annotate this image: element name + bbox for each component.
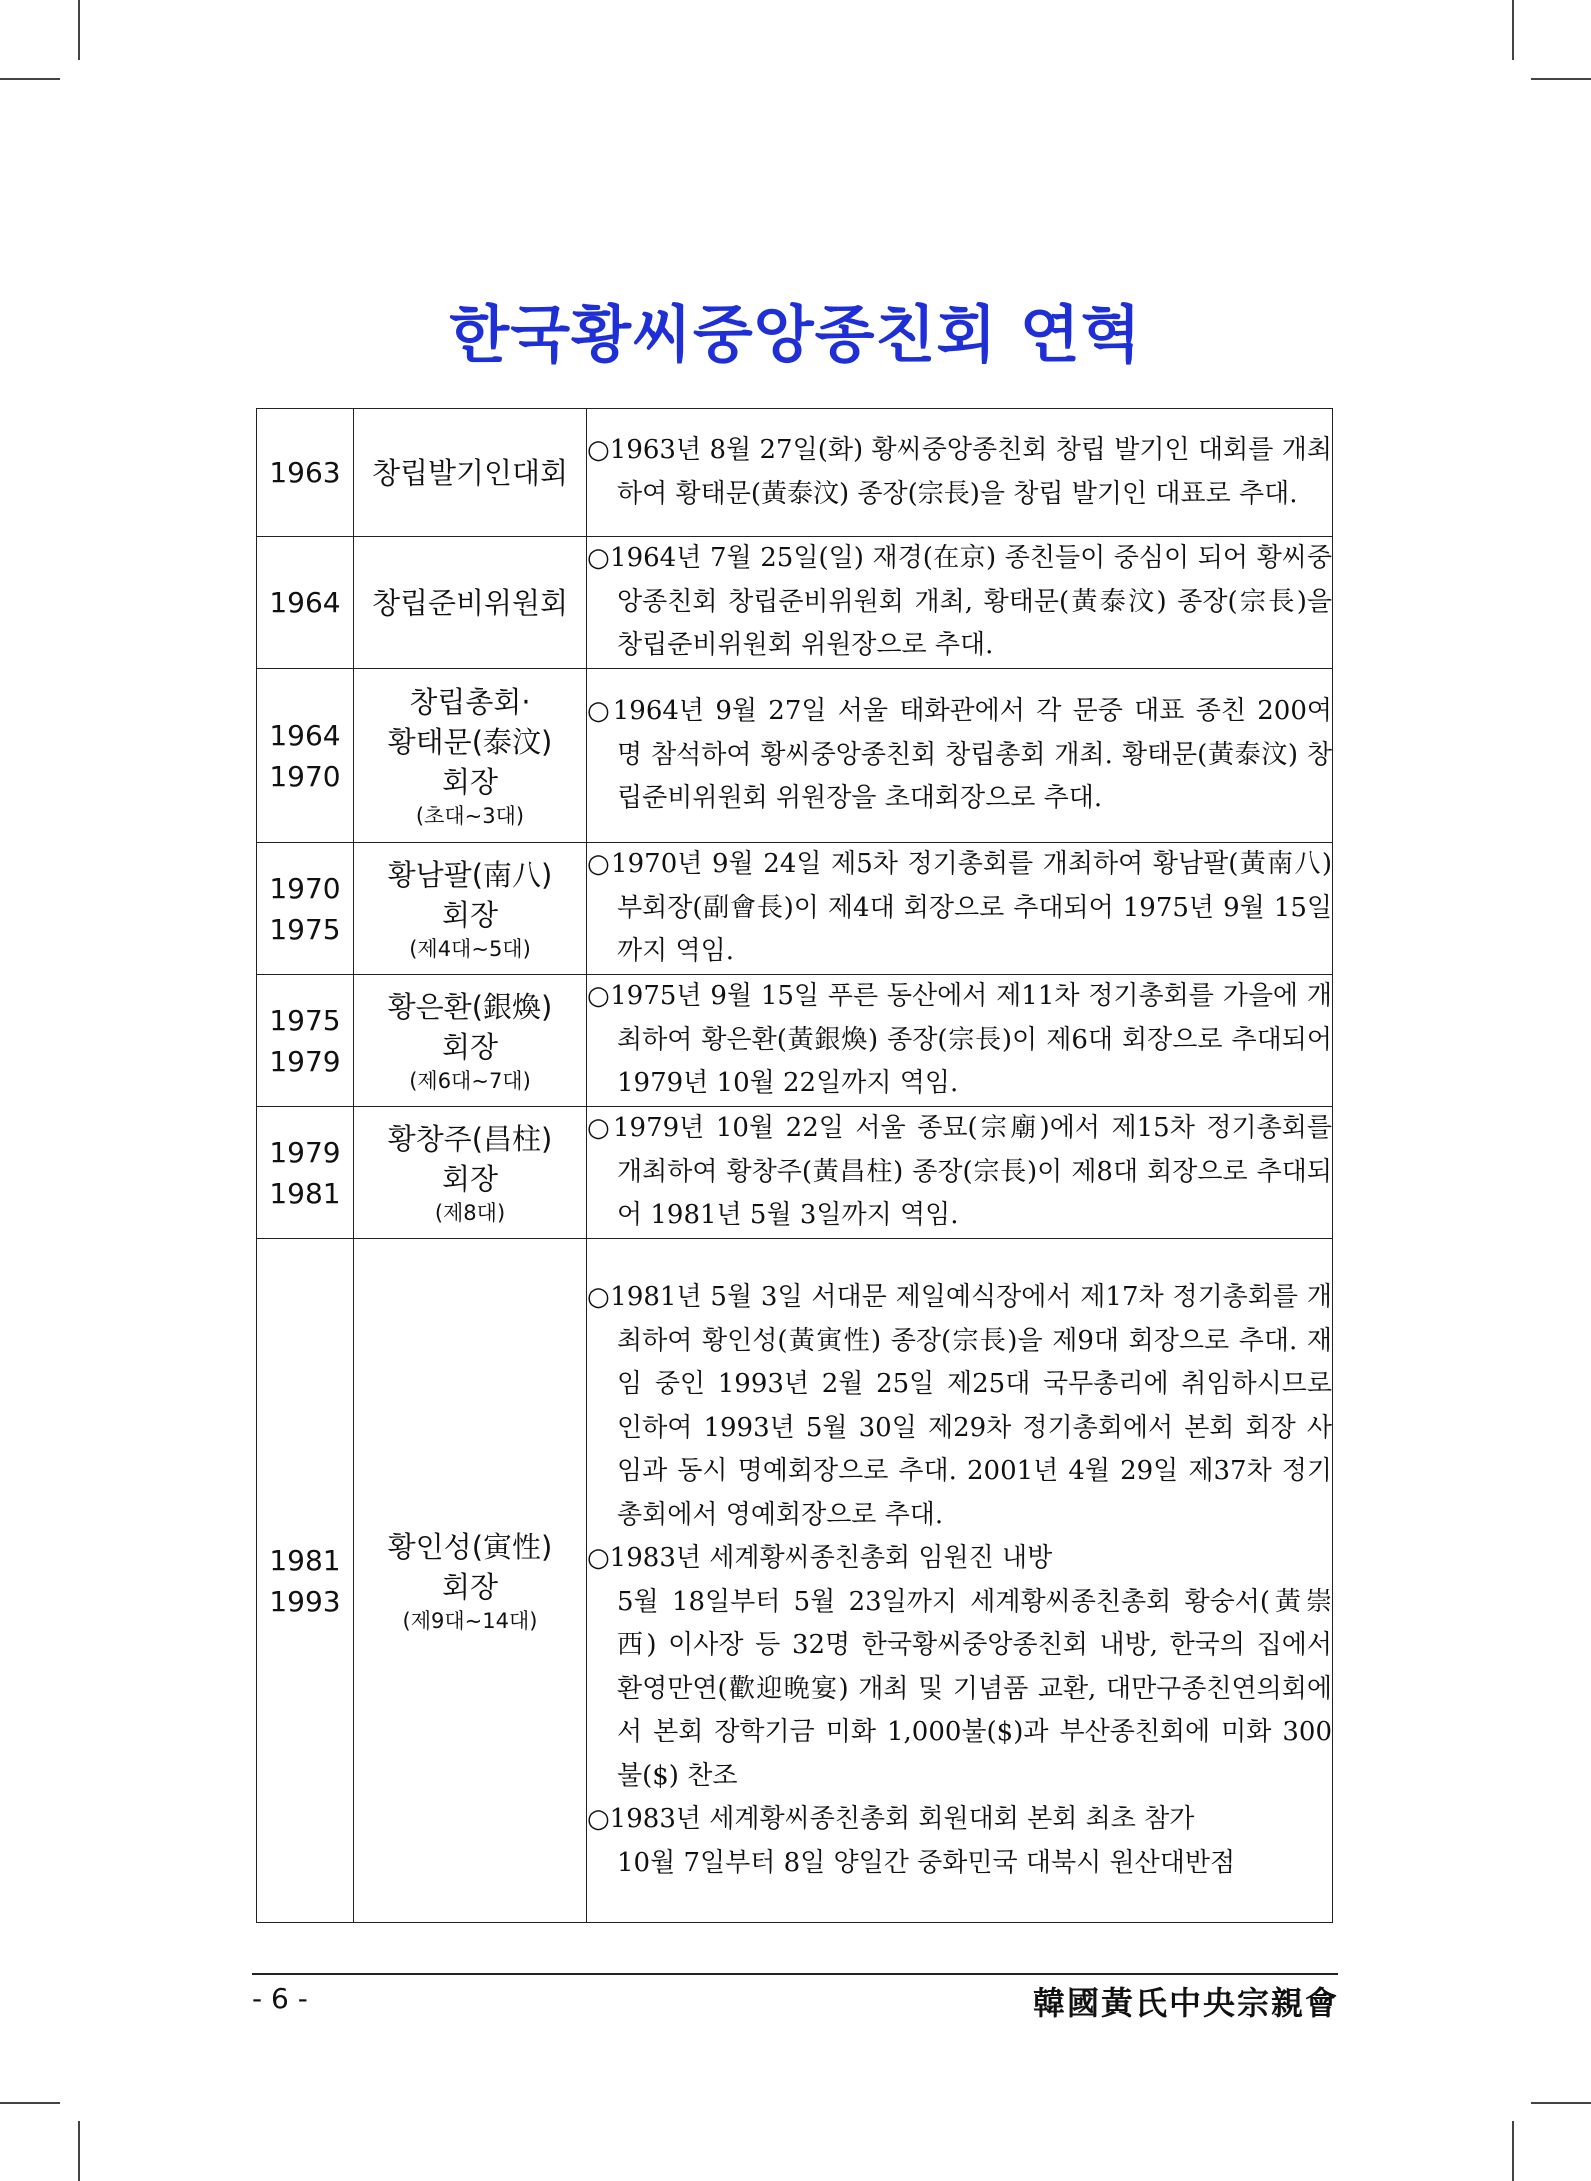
history-row: [257, 409, 1333, 537]
row-description: [587, 669, 1333, 843]
row-description: [587, 537, 1333, 669]
row-years: 1963: [257, 409, 354, 537]
description-paragraph: ○1970년 9월 24일 제5차 정기총회를 개최하여 황남팔(黃南八) 부회장(副會長)이 제4대 회장으로 추대되어 1975년 9월 15일까지 역임.: [587, 849, 1332, 967]
row-name-cell: [354, 409, 587, 537]
crop-mark: [0, 78, 60, 80]
crop-mark: [78, 2121, 80, 2181]
row-description: [587, 975, 1333, 1107]
row-years: 1975 1979: [257, 975, 354, 1107]
crop-mark: [78, 0, 80, 60]
footer-divider: [252, 1973, 1338, 1975]
row-name: 황창주(昌柱) 회장: [387, 1121, 553, 1196]
history-table: [256, 408, 1333, 1923]
description-paragraph: 5월 18일부터 5월 23일까지 세계황씨종친총회 황숭서(黃崇西) 이사장 등 32명 한국황씨중앙종친회 내방, 한국의 집에서 환영만연(歡迎晩宴) 개최 및 기념품 교환, 대만구종친연의회에서 본회 장학기금 미화 1,000불($)과 부산종친회에 미화 300불($) 찬조: [617, 1586, 1332, 1791]
row-name: 황남팔(南八) 회장: [387, 857, 553, 932]
crop-mark: [1531, 78, 1591, 80]
description-paragraph: ○1963년 8월 27일(화) 황씨중앙종친회 창립 발기인 대회를 개최하여 황태문(黃泰汶) 종장(宗長)을 창립 발기인 대표로 추대.: [587, 435, 1332, 509]
row-term: (제6대∼7대): [409, 1068, 531, 1093]
crop-mark: [0, 2102, 60, 2104]
row-years: 1964 1970: [257, 669, 354, 843]
history-row: [257, 975, 1333, 1107]
history-row: [257, 669, 1333, 843]
row-description: [587, 1239, 1333, 1923]
description-paragraph: ○1983년 세계황씨종친총회 임원진 내방: [587, 1543, 1053, 1573]
description-paragraph: ○1981년 5월 3일 서대문 제일예식장에서 제17차 정기총회를 개최하여 황인성(黃寅性) 종장(宗長)을 제9대 회장으로 추대. 재임 중인 1993년 2월 25일 제25대 국무총리에 취임하시므로 인하여 1993년 5월 30일 제29차 정기총회에서 본회 회장 사임과 동시 명예회장으로 추대. 2001년 4월 29일 제37차 정기총회에서 영예회장으로 추대.: [587, 1282, 1332, 1530]
row-term: (제8대): [434, 1200, 506, 1225]
row-name-cell: [354, 975, 587, 1107]
row-name: 황은환(銀煥) 회장: [387, 989, 553, 1064]
row-description: [587, 1107, 1333, 1239]
row-name-cell: [354, 1107, 587, 1239]
row-name-cell: [354, 669, 587, 843]
history-row: [257, 843, 1333, 975]
row-name-cell: [354, 1239, 587, 1923]
crop-mark: [1531, 2102, 1591, 2104]
row-years: 1981 1993: [257, 1239, 354, 1923]
description-paragraph: ○1979년 10월 22일 서울 종묘(宗廟)에서 제15차 정기총회를 개최하여 황창주(黃昌柱) 종장(宗長)이 제8대 회장으로 추대되어 1981년 5월 3일까지 역임.: [587, 1113, 1332, 1231]
crop-mark: [1512, 0, 1514, 60]
row-years: 1979 1981: [257, 1107, 354, 1239]
row-name: 황인성(寅性) 회장: [387, 1529, 553, 1604]
footer-org-name: 韓國黃氏中央宗親會: [1032, 1984, 1339, 2022]
row-term: (제9대∼14대): [402, 1608, 538, 1633]
page-title: 한국황씨중앙종친회 연혁: [449, 298, 1142, 371]
row-term: (초대∼3대): [415, 803, 525, 828]
row-years: 1970 1975: [257, 843, 354, 975]
row-name: 창립준비위원회: [371, 585, 569, 620]
row-description: [587, 843, 1333, 975]
row-name: 창립발기인대회: [371, 455, 569, 490]
row-years: 1964: [257, 537, 354, 669]
row-name: 창립총회· 황태문(泰汶) 회장: [387, 684, 553, 799]
description-paragraph: 10월 7일부터 8일 양일간 중화민국 대북시 원산대반점: [617, 1847, 1236, 1878]
history-row: [257, 537, 1333, 669]
row-name-cell: [354, 537, 587, 669]
row-term: (제4대∼5대): [409, 936, 531, 961]
description-paragraph: ○1983년 세계황씨종친총회 회원대회 본회 최초 참가: [587, 1804, 1195, 1834]
row-description: [587, 409, 1333, 537]
description-paragraph: ○1964년 7월 25일(일) 재경(在京) 종친들이 중심이 되어 황씨중앙종친회 창립준비위원회 개최, 황태문(黃泰汶) 종장(宗長)을 창립준비위원회 위원장으로 추대.: [587, 543, 1332, 661]
crop-mark: [1512, 2121, 1514, 2181]
history-row: [257, 1107, 1333, 1239]
description-paragraph: ○1975년 9월 15일 푸른 동산에서 제11차 정기총회를 가을에 개최하여 황은환(黃銀煥) 종장(宗長)이 제6대 회장으로 추대되어 1979년 10월 22일까지 역임.: [587, 981, 1332, 1099]
history-row: [257, 1239, 1333, 1923]
description-paragraph: ○1964년 9월 27일 서울 태화관에서 각 문중 대표 종친 200여 명 참석하여 황씨중앙종친회 창립총회 개최. 황태문(黃泰汶) 창립준비위원회 위원장을 초대회장으로 추대.: [587, 696, 1332, 814]
row-name-cell: [354, 843, 587, 975]
page-number: - 6 -: [252, 1982, 308, 2015]
